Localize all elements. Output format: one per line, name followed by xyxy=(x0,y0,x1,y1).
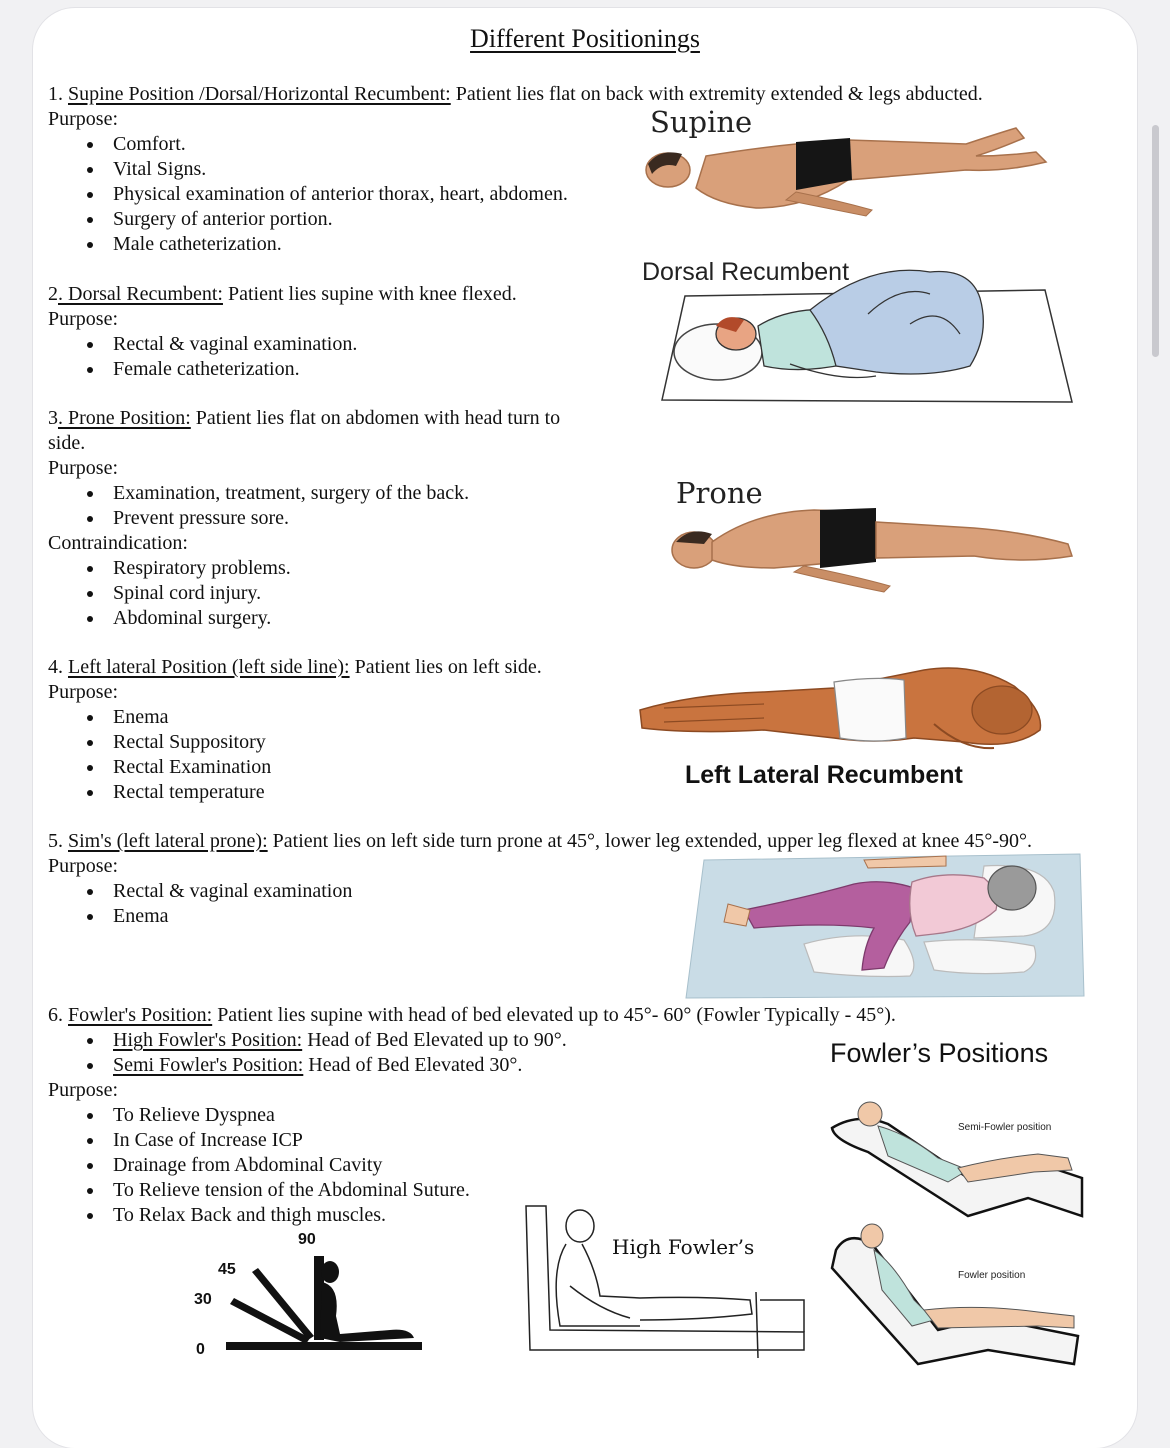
dorsal-recumbent-label: Dorsal Recumbent xyxy=(642,258,850,286)
list-item: To Relax Back and thigh muscles. xyxy=(48,1203,470,1228)
list-item: Rectal & vaginal examination. xyxy=(48,332,357,357)
fowler-figure xyxy=(832,1224,1078,1364)
page-title: Different Positionings xyxy=(470,24,700,53)
prone-illustration xyxy=(664,472,1084,607)
fowler-illustration xyxy=(828,1224,1086,1368)
section-3-purpose-list xyxy=(48,481,469,531)
section-3-purpose-label: Purpose: xyxy=(48,457,118,479)
section-1-purpose-list xyxy=(48,132,568,257)
list-item: Male catheterization. xyxy=(48,232,568,257)
list-item: Examination, treatment, surgery of the back. xyxy=(48,481,469,506)
list-item: Physical examination of anterior thorax, heart, abdomen. xyxy=(48,182,568,207)
list-item: Comfort. xyxy=(48,132,568,157)
section-4-purpose-label: Purpose: xyxy=(48,681,118,703)
list-item: Abdominal surgery. xyxy=(48,606,291,631)
semi-fowler-label: Semi-Fowler position xyxy=(958,1122,1052,1133)
list-item: Respiratory problems. xyxy=(48,556,291,581)
list-item: Enema xyxy=(48,705,271,730)
section-1-purpose-label: Purpose: xyxy=(48,108,118,130)
section-2-purpose-label: Purpose: xyxy=(48,308,118,330)
left-lateral-illustration xyxy=(634,658,1060,798)
sims-figure xyxy=(686,854,1084,998)
angle-label-0: 0 xyxy=(196,1341,205,1358)
left-lateral-figure xyxy=(640,668,1040,748)
list-item: Vital Signs. xyxy=(48,157,568,182)
list-item: Rectal & vaginal examination xyxy=(48,879,352,904)
list-item: To Relieve Dyspnea xyxy=(48,1103,470,1128)
dorsal-recumbent-illustration xyxy=(640,254,1080,414)
list-item: Enema xyxy=(48,904,352,929)
section-3-description-cont: side. xyxy=(48,432,86,454)
fowlers-positions-label: Fowler’s Positions xyxy=(830,1038,1049,1068)
sims-illustration xyxy=(684,852,1086,998)
fowler-angle-diagram xyxy=(190,1226,426,1360)
supine-label: Supine xyxy=(650,105,753,139)
section-3-contraindication-list xyxy=(48,556,291,631)
section-2-purpose-list xyxy=(48,332,357,382)
prone-label: Prone xyxy=(676,476,763,510)
list-item: Spinal cord injury. xyxy=(48,581,291,606)
angle-label-90: 90 xyxy=(298,1231,316,1248)
semi-fowler-illustration xyxy=(828,1098,1086,1222)
section-6-purpose-label: Purpose: xyxy=(48,1079,118,1101)
dorsal-recumbent-figure xyxy=(662,270,1072,402)
list-item: Rectal Suppository xyxy=(48,730,271,755)
supine-illustration xyxy=(636,104,1066,224)
angle-label-30: 30 xyxy=(194,1291,212,1308)
list-item: High Fowler's Position: Head of Bed Elevated up to 90°. xyxy=(48,1028,567,1053)
section-6-heading-line: 6. Fowler's Position: Patient lies supine with head of bed elevated up to 45°- 60° (Fowler Typically - 45°). xyxy=(48,1004,896,1026)
list-item: To Relieve tension of the Abdominal Suture. xyxy=(48,1178,470,1203)
fowler-label: Fowler position xyxy=(958,1270,1026,1281)
list-item: Drainage from Abdominal Cavity xyxy=(48,1153,470,1178)
section-5-purpose-list xyxy=(48,879,352,929)
supine-figure xyxy=(646,128,1046,216)
list-item: Surgery of anterior portion. xyxy=(48,207,568,232)
high-fowler-illustration xyxy=(520,1200,810,1362)
list-item: Rectal temperature xyxy=(48,780,271,805)
list-item: Rectal Examination xyxy=(48,755,271,780)
section-6-purpose-list xyxy=(48,1103,470,1228)
section-4-purpose-list xyxy=(48,705,271,805)
list-item: In Case of Increase ICP xyxy=(48,1128,470,1153)
section-2-heading-line: 2. Dorsal Recumbent: Patient lies supine with knee flexed. xyxy=(48,283,517,305)
list-item: Semi Fowler's Position: Head of Bed Elevated 30°. xyxy=(48,1053,567,1078)
scrollbar[interactable] xyxy=(1152,125,1159,357)
left-lateral-label: Left Lateral Recumbent xyxy=(685,761,963,789)
section-5-heading-line: 5. Sim's (left lateral prone): Patient lies on left side turn prone at 45°, lower leg extended, upper leg flexed at knee 45°-90°. xyxy=(48,830,1032,852)
high-fowler-label: High Fowler’s xyxy=(612,1235,755,1259)
semi-fowler-figure xyxy=(832,1102,1082,1216)
section-1-heading-line: 1. Supine Position /Dorsal/Horizontal Recumbent: Patient lies flat on back with extremity extended & legs abducted. xyxy=(48,83,983,105)
list-item: Female catheterization. xyxy=(48,357,357,382)
section-6-subtypes-list xyxy=(48,1028,567,1078)
high-fowler-figure xyxy=(526,1206,804,1358)
section-3-contraindication-label: Contraindication: xyxy=(48,532,188,554)
angle-label-45: 45 xyxy=(218,1261,236,1278)
section-5-purpose-label: Purpose: xyxy=(48,855,118,877)
prone-figure xyxy=(672,508,1072,592)
section-4-heading-line: 4. Left lateral Position (left side line): Patient lies on left side. xyxy=(48,656,542,678)
angle-bars xyxy=(226,1256,422,1350)
section-3-heading-line: 3. Prone Position: Patient lies flat on abdomen with head turn to xyxy=(48,407,561,429)
list-item: Prevent pressure sore. xyxy=(48,506,469,531)
